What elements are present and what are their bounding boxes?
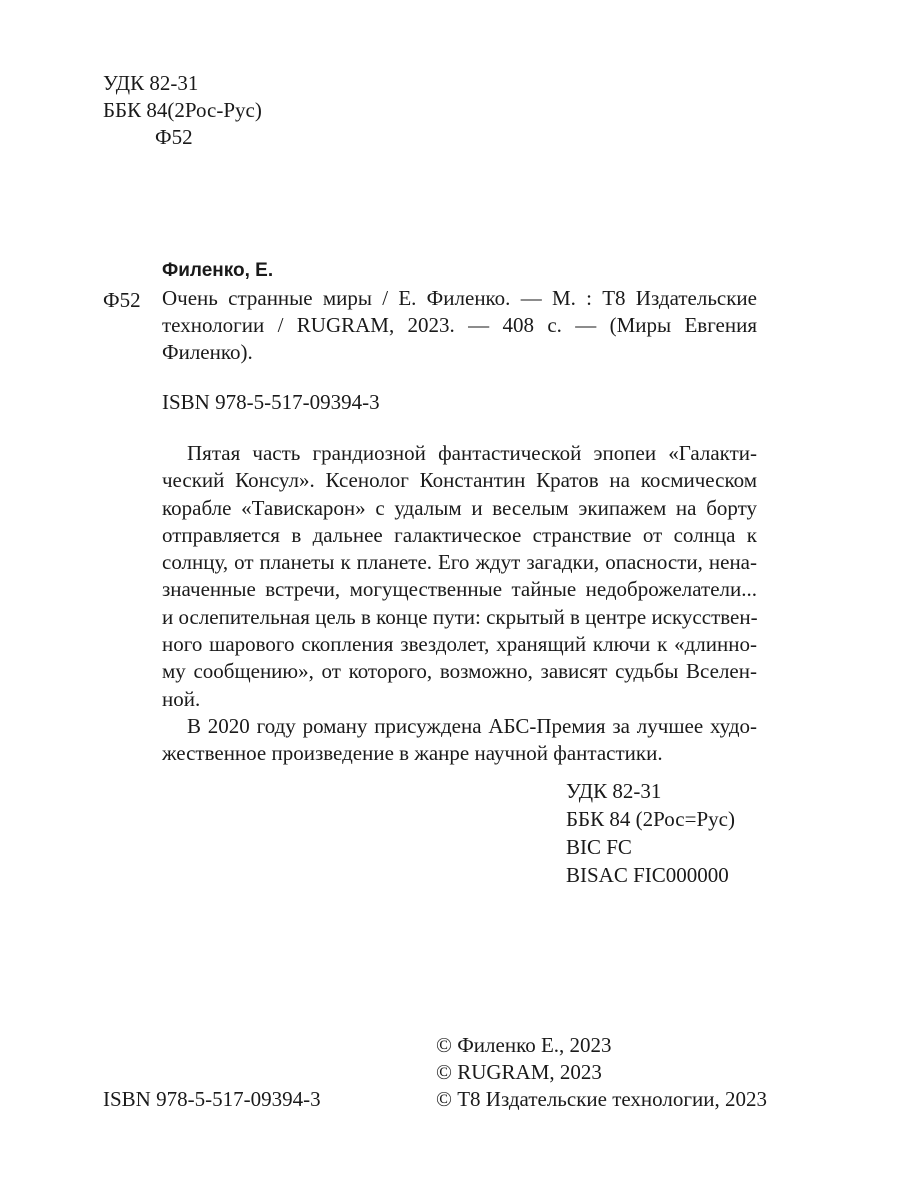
- annotation-line: му сообщению», от которого, возможно, зависят судьбы Вселен-: [162, 659, 757, 684]
- udk-code: УДК 82-31: [103, 71, 199, 95]
- bisac-code: BISAC FIC000000: [566, 863, 729, 887]
- annotation-line: значенные встречи, могущественные тайные недоброжелатели...: [162, 577, 757, 602]
- copyright-line: © RUGRAM, 2023: [436, 1060, 602, 1084]
- author-heading: Филенко, Е.: [162, 260, 274, 281]
- isbn-record: ISBN 978-5-517-09394-3: [162, 390, 380, 414]
- copyright-block: [436, 1032, 767, 1113]
- annotation-text: [162, 440, 757, 768]
- copyright-line: © Т8 Издательские технологии, 2023: [436, 1087, 767, 1111]
- top-classification-block: [103, 70, 262, 151]
- right-classification-block: [566, 777, 735, 889]
- biblio-line: технологии / RUGRAM, 2023. — 408 с. — (Миры Евгения: [162, 313, 757, 337]
- biblio-line: Очень странные миры / Е. Филенко. — М. : Т8 Издательские: [162, 286, 757, 310]
- record-author-mark: Ф52: [103, 288, 141, 312]
- annotation-line: солнцу, от планеты к планете. Его ждут загадки, опасности, нена-: [162, 550, 757, 575]
- annotation-line: корабле «Тавискарон» с удалым и веселым экипажем на борту: [162, 495, 757, 520]
- annotation-line: Пятая часть грандиозной фантастической эпопеи «Галакти-: [187, 441, 757, 465]
- copyright-line: © Филенко Е., 2023: [436, 1033, 612, 1057]
- annotation-line: ной.: [162, 686, 201, 711]
- udk-code: УДК 82-31: [566, 779, 662, 803]
- biblio-line: Филенко).: [162, 340, 253, 364]
- annotation-line: отправляется в дальнее галактическое странствие от солнца к: [162, 522, 757, 547]
- bic-code: BIC FC: [566, 835, 632, 859]
- annotation-line: В 2020 году роману присуждена АБС-Премия за лучшее худо-: [187, 713, 757, 738]
- author-mark: Ф52: [155, 125, 193, 149]
- annotation-line: жественное произведение в жанре научной фантастики.: [162, 741, 663, 766]
- annotation-line: ного шарового скопления звездолет, хранящий ключи к «длинно-: [162, 632, 757, 657]
- annotation-line: ческий Консул». Ксенолог Константин Кратов на космическом: [162, 468, 757, 493]
- bibliographic-description: [162, 285, 757, 366]
- bbk-code: ББК 84 (2Рос=Рус): [566, 807, 735, 831]
- bbk-code: ББК 84(2Рос-Рус): [103, 98, 262, 122]
- isbn-footer: ISBN 978-5-517-09394-3: [103, 1087, 321, 1111]
- annotation-line: и ослепительная цель в конце пути: скрытый в центре искусствен-: [162, 604, 758, 629]
